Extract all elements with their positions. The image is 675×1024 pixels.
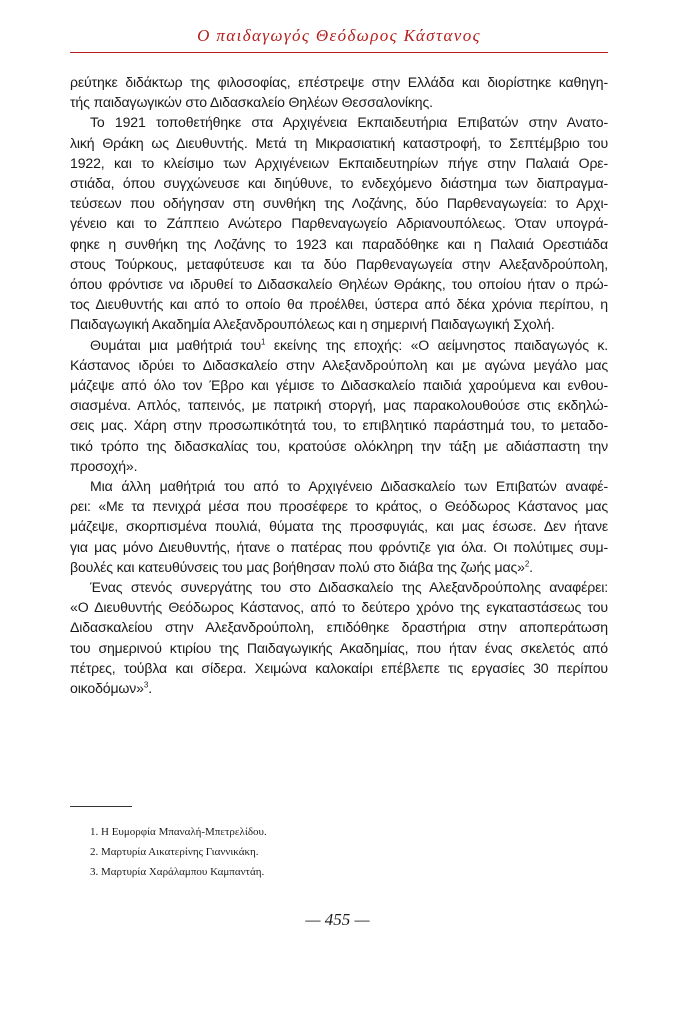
text-line: τικό τρόπο της διδασκαλίας του, κρατούσε ολόκληρη την τάξη με αδιάσπαστη την [70,437,608,454]
footnote-separator [70,806,132,807]
text-fragment: οικοδόμων» [70,680,144,697]
text-line: Μια άλλη μαθήτριά του από το Αρχιγένειο Διδασκαλείο των Επιβατών αναφέ- [90,478,608,495]
text-line [70,557,608,577]
text-fragment: εκείνης της εποχής: «Ο αείμνηστος παιδαγωγός κ. [265,336,609,353]
running-header [70,26,608,46]
text-line: ρει: «Με τα πενιχρά μέσα που προσέφερε το κράτος, ο Θεόδωρος Κάστανος μας [70,498,608,515]
text-line: Κάστανος ιδρύει το Διδασκαλείο στην Αλεξανδρούπολη και με αγώνα μεγάλο μας [70,356,608,373]
running-header-title: Ο παιδαγωγός Θεόδωρος Κάστανος [197,26,481,45]
text-line: ρεύτηκε διδάκτωρ της φιλοσοφίας, επέστρεψε στην Ελλάδα και διορίστηκε καθηγη- [70,74,608,90]
text-fragment: βουλές και κατευθύνσεις του μας βοήθησαν πολύ στο διάβα της ζωής μας» [70,558,525,575]
paragraph-3 [70,335,608,476]
footnote-3: 3. Μαρτυρία Χαράλαμπου Καμπαντάη. [90,866,265,878]
paragraph-5 [70,577,608,698]
text-line: γένειο και το Ζάππειο Ανώτερο Παρθεναγωγείο Αδριανουπόλεως. Όταν υπογρά- [70,215,608,232]
text-line: Ένας στενός συνεργάτης του στο Διδασκαλείο της Αλεξανδρούπολης αναφέρει: [90,579,608,596]
text-line: μάζεψε από όλο τον Έβρο και γέμισε το Διδασκαλείο παιδιά χαρούμενα και ενθου- [70,377,608,394]
text-line: Το 1921 τοποθετήθηκε στα Αρχιγένεια Εκπαιδευτήρια Επιβατών στην Ανατο- [90,114,608,131]
text-line: σιασμένα. Απλός, ταπεινός, με πατρική στοργή, μας παρακολουθούσε στις εκδηλώ- [70,397,608,414]
paragraph-1 [70,72,608,112]
text-line: για μας μόνο Διευθυντής, ήτανε ο πατέρας που φρόντιζε για όλα. Οι πολύτιμες συμ- [70,538,608,555]
footnote-1: 1. Η Ευμορφία Μπαναλή-Μπετρελίδου. [90,826,267,838]
footnote-ref: 2 [524,559,530,569]
text-line: πέτρες, τούβλα και σίδερα. Χειμώνα καλοκαίρι επέβλεπε τις εργασίες 30 περίπου [70,659,608,676]
text-line: στους Τούρκους, μεταφύτευσε και τα δύο Παρθεναγωγεία στην Αλεξανδρούπολη, [70,255,608,272]
text-line: στιάδα, όπου συγχώνευσε και διηύθυνε, το ενδεχόμενο διάστημα των διαπραγμα- [70,175,608,192]
footnote-ref: 1 [261,336,266,346]
text-line: Παιδαγωγική Ακαδημία Αλεξανδρουπόλεως και η σημερινή Παιδαγωγική Σχολή. [70,316,555,333]
paragraph-4 [70,476,608,577]
text-line: προσοχή». [70,457,138,474]
text-line: φηκε η συνθήκη της Λοζάνης το 1923 και παραδόθηκε και η Παλαιά Ορεστιάδα [70,235,608,252]
text-line [70,335,608,355]
text-line: λική Θράκη ως Διευθυντής. Μετά τη Μικρασιατική καταστροφή, το Σεπτέμβριο του [70,134,608,151]
text-fragment: Θυμάται μια μαθήτριά του [90,336,262,353]
footnotes [90,822,267,882]
text-line: μάζεψε, σκορπισμένα πουλιά, θύματα της προσφυγιάς, και μας έσωσε. Δεν ήτανε [70,518,608,535]
text-line: Διδασκαλείου στην Αλεξανδρούπολη, επιδόθηκε δραστήρια στην αποπεράτωση [70,619,608,636]
header-rule [70,52,608,53]
text-line: τής παιδαγωγικών στο Διδασκαλείο Θηλέων Θεσσαλονίκης. [70,94,433,111]
text-line: σεις μας. Χάρη στην προσωπικότητά του, το επιβλητικό παράστημά του, το μεταδο- [70,417,608,434]
footnote-2: 2. Μαρτυρία Αικατερίνης Γιαννικάκη. [90,846,259,858]
text-line: τεύσεων που οδήγησαν στη συνθήκη της Λοζάνης, δύο Παρθεναγωγεία: το Αρχι- [70,195,608,212]
footnote-ref: 3 [143,680,149,690]
text-line: όπου φρόντισε να ιδρυθεί το Διδασκαλείο Θηλέων Θράκης, του οποίου ήταν ο πρώ- [70,276,608,293]
text-fragment: . [148,680,152,697]
text-line: «Ο Διευθυντής Θεόδωρος Κάστανος, από το δεύτερο χρόνο της εγκαταστάσεως του [70,599,608,616]
text-line: 1922, και το κλείσιμο των Αρχιγένειων Εκπαιδευτηρίων πήγε στην Παλαιά Ορε- [70,154,608,171]
text-line: τος Διευθυντής και από το οποίο θα προέλθει, ύστερα από δέκα χρόνια περίπου, η [70,296,608,313]
text-fragment: . [529,558,533,575]
text-line [70,678,608,698]
text-line: του σημερινού κτιρίου της Παιδαγωγικής Ακαδημίας, που ήταν ένας σκελετός από [70,639,608,656]
body-text [70,72,608,698]
paragraph-2 [70,112,608,334]
page-number: — 455 — [305,910,370,929]
